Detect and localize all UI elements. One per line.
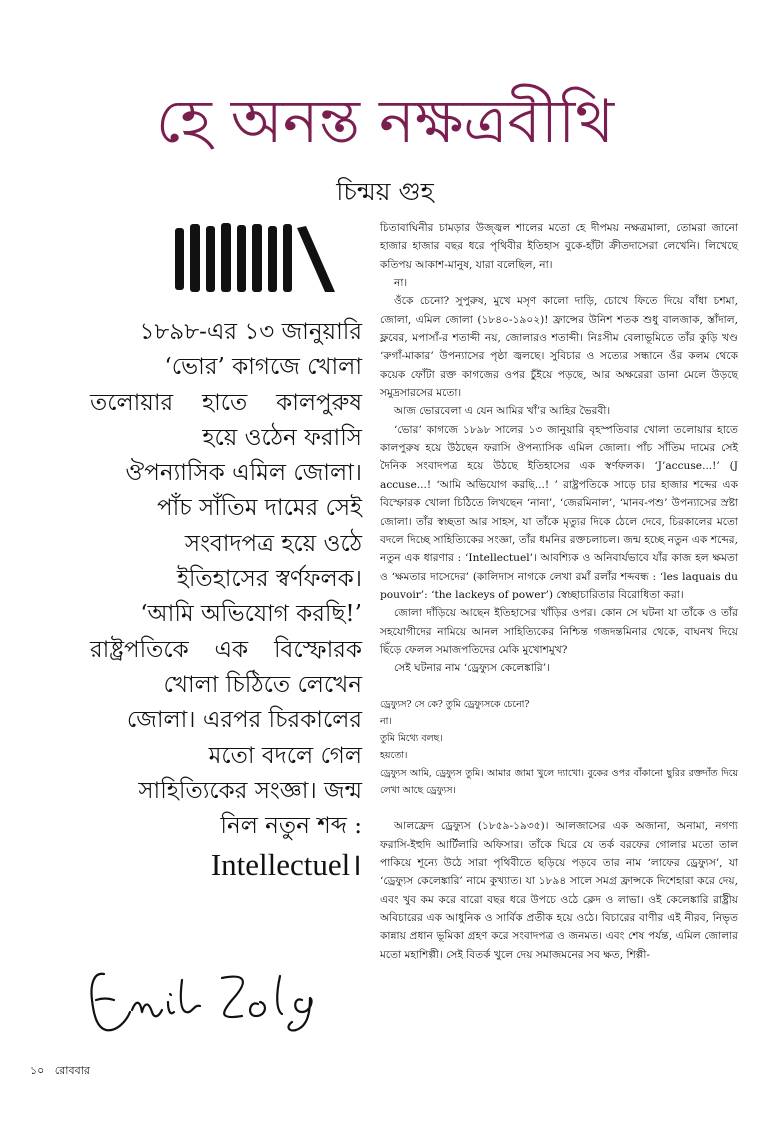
dialogue-block	[380, 696, 738, 800]
body-paragraph: সেই ঘটনার নাম ‘ড্রেফ্যুস কেলেঙ্কারি’।	[394, 662, 550, 675]
dialogue-line: হয়তো।	[380, 750, 408, 762]
section-name: রোববার	[54, 1064, 90, 1077]
pull-quote-line: সাহিত্যিকের সংজ্ঞা। জন্ম	[138, 777, 362, 804]
author-name: চিন্ময় গুহ	[336, 177, 434, 206]
pull-quote-line: ‘ভোর’ কাগজে খোলা	[164, 354, 362, 381]
dialogue-line: ড্রেফ্যুস আমি, ড্রেফ্যুস তুমি। আমার জামা খুলে দ্যাখো। বুকের ওপর বাঁকানো ছুরির রক্তদাঁত দিয়ে লেখা আছে ড্রেফ্যুস।	[380, 767, 738, 797]
pull-quote-line: জোলা। এরপর চিরকালের	[126, 707, 362, 734]
pull-quote-line: হয়ে ওঠেন ফরাসি	[202, 424, 362, 451]
body-paragraph: জোলা দাঁড়িয়ে আছেন ইতিহাসের খাঁড়ির ওপর। কোন সে ঘটনা যা তাঁকে ও তাঁর সহযোগীদের নামিয়ে আনল সাহিত্যিকের নিশ্চিন্ত গজদন্তমিনার থেকে, বাঘনখ দিয়ে ছিঁড়ে ফেলল সমাজপতিদের মেকি মুখোশমুখ?	[380, 607, 738, 656]
pull-quote	[90, 315, 362, 886]
dialogue-line: তুমি মিথ্যে বলছ।	[380, 733, 443, 745]
body-paragraph: আজ ভোরবেলা এ যেন আমির খাঁ’র আহির ভৈরবী।	[394, 405, 611, 418]
pull-quote-line: ইতিহাসের স্বর্ণফলক।	[176, 566, 362, 593]
body-paragraph: আলফ্রেদ ড্রেফ্যুস (১৮৫৯-১৯৩৫)। আলজাসের এক অজানা, অনামা, নগণ্য ফরাসি-ইহুদি আর্টিলারি অফিসার। তাঁকে ঘিরে যে তর্ক বরফের গোলার মতো তাল পাকিয়ে শূন্যে উঠে সারা পৃথিবীতে ছড়িয়ে পড়বে তার নাম ‘লাফের ড্রেফ্যুস’, যা ‘ড্রেফ্যুস কেলেঙ্কারি’ নামে কুখ্যাত। যা ১৮৯৪ সালে সমগ্র ফ্রান্সকে দিশেহারা করে দেয়, এবং খুব কম করে বারো বছর ধরে উপচে ওঠে ক্লেদ ও লাভা। ওই কেলেঙ্কারি রাষ্ট্রীয় অবিচারের এক আধুনিক ও সার্বিক প্রতীক হয়ে ওঠে। বিচারের বাণীর এই নীরব, নিভৃত কান্নায় প্রধান ভূমিকা গ্রহণ করে সংবাদপত্র ও জনমত। এবং শেষ পর্যন্ত, এমিল জোলার মতো মহাশিল্পী। সেই বিতর্ক খুলে দেয় সমাজমনের সব ক্ষত, শিল্পী-	[380, 820, 738, 961]
pull-quote-line: পাঁচ সাঁতিম দামের সেই	[156, 495, 362, 522]
pull-quote-line: সংবাদপত্র হয়ে ওঠে	[184, 530, 362, 557]
dialogue-line: ড্রেফ্যুস? সে কে? তুমি ড্রেফ্যুসকে চেনো?	[380, 698, 530, 710]
page-number: ১০	[30, 1064, 45, 1077]
article-title: হে অনন্ত নক্ষত্রবীথি	[155, 87, 615, 157]
signature-image	[82, 960, 352, 1040]
article-body	[380, 219, 738, 964]
pull-quote-line: খোলা চিঠিতে লেখেন	[163, 671, 362, 698]
pull-quote-line: রাষ্ট্রপতিকে এক বিস্ফোরক	[90, 636, 362, 663]
dialogue-line: না।	[380, 715, 392, 727]
pull-quote-end-word: Intellectuel।	[210, 847, 362, 883]
pull-quote-line: ঔপন্যাসিক এমিল জোলা।	[125, 460, 362, 487]
page-footer	[30, 1064, 90, 1078]
body-paragraph: ‘ভোর’ কাগজে ১৮৯৮ সালের ১৩ জানুয়ারি বৃহস্পতিবার খোলা তলোয়ার হাতে কালপুরুষ হয়ে উঠছেন ফরাসি ঔপন্যাসিক এমিল জোলা। পাঁচ সাঁতিম দামের সেই দৈনিক সংবাদপত্র হয়ে উঠছে ইতিহাসের এক স্বর্ণফলক। ‘J’accuse...!’ (J accuse...! ‘আমি অভিযোগ করছি...! ’ রাষ্ট্রপতিকে সাড়ে চার হাজার শব্দের এক বিস্ফোরক খোলা চিঠিতে লিখছেন ‘নানা’, ‘জেরমিনাল’, ‘মানব-পশু’ উপন্যাসের স্রষ্টা জোলা। তাঁর স্বচ্ছতা আর সাহস, যা তাঁকে মৃত্যুর দিকে ঠেলে দেবে, চিরকালের মতো বদলে দিচ্ছে সাহিত্যিকের সংজ্ঞা, তাঁর ধমনির রক্তচলাচল। জন্ম হচ্ছে নতুন এক শব্দের, নতুন এক ধারণার : ‘Intellectuel’। আবশ্যিক ও অনিবার্যভাবে যাঁর কাজ হল ক্ষমতা ও ‘ক্ষমতার দাসেদের’ (কালিদাস নাগকে লেখা রমাঁ রলাঁর শব্দবন্ধ : ‘les laquais du pouvoir’: ‘the lackeys of power’) স্বেচ্ছাচারিতার বিরোধিতা করা।	[380, 423, 738, 601]
pull-quote-line: মতো বদলে গেল	[208, 742, 362, 769]
pull-quote-line: ১৮৯৮-এর ১৩ জানুয়ারি	[139, 319, 362, 345]
pull-quote-line: নিল নতুন শব্দ :	[220, 813, 362, 840]
body-paragraph: ওঁকে চেনো? সুপুরুষ, মুখে মসৃণ কালো দাড়ি, চোখে ফিতে দিয়ে বাঁধা চশমা, জোলা, এমিল জোলা (১৮৪০-১৯০২)! ফ্রান্সের উনিশ শতক শুধু বালজাক, স্তাঁদাল, ফ্লবের, মপাসাঁ-র শতাব্দী নয়, জোলারও শতাব্দী। নিঃসীম বেলাভূমিতে তাঁর কুড়ি খণ্ড ‘রুগাঁ-মাকার’ উপন্যাসের পৃষ্ঠা জ্বলছে। সুবিচার ও সত্যের সন্ধানে ওঁর কলম থেকে কয়েক ফোঁটা রক্ত কাগজের ওপর চুঁইয়ে পড়ছে, আর অক্ষরেরা ডানা মেলে উড়ছে সমুদ্রসারসের মতো।	[380, 295, 738, 400]
body-paragraph: চিতাবাঘিনীর চামড়ার উজ্জ্বল শালের মতো হে দীপময় নক্ষত্রমালা, তোমরা জানো হাজার হাজার বছর ধরে পৃথিবীর ইতিহাস বুকে-হাঁটা ক্রীতদাসেরা লেখেনি। লিখেছে কতিপয় আকাশ-মানুষ, যারা বলেছিল, না।	[380, 222, 738, 271]
pull-quote-line: তলোয়ার হাতে কালপুরুষ	[90, 389, 362, 416]
pull-quote-line: ‘আমি অভিযোগ করছি!’	[140, 601, 362, 628]
body-paragraph: না।	[394, 277, 408, 290]
decorative-stripes-icon	[175, 222, 340, 294]
